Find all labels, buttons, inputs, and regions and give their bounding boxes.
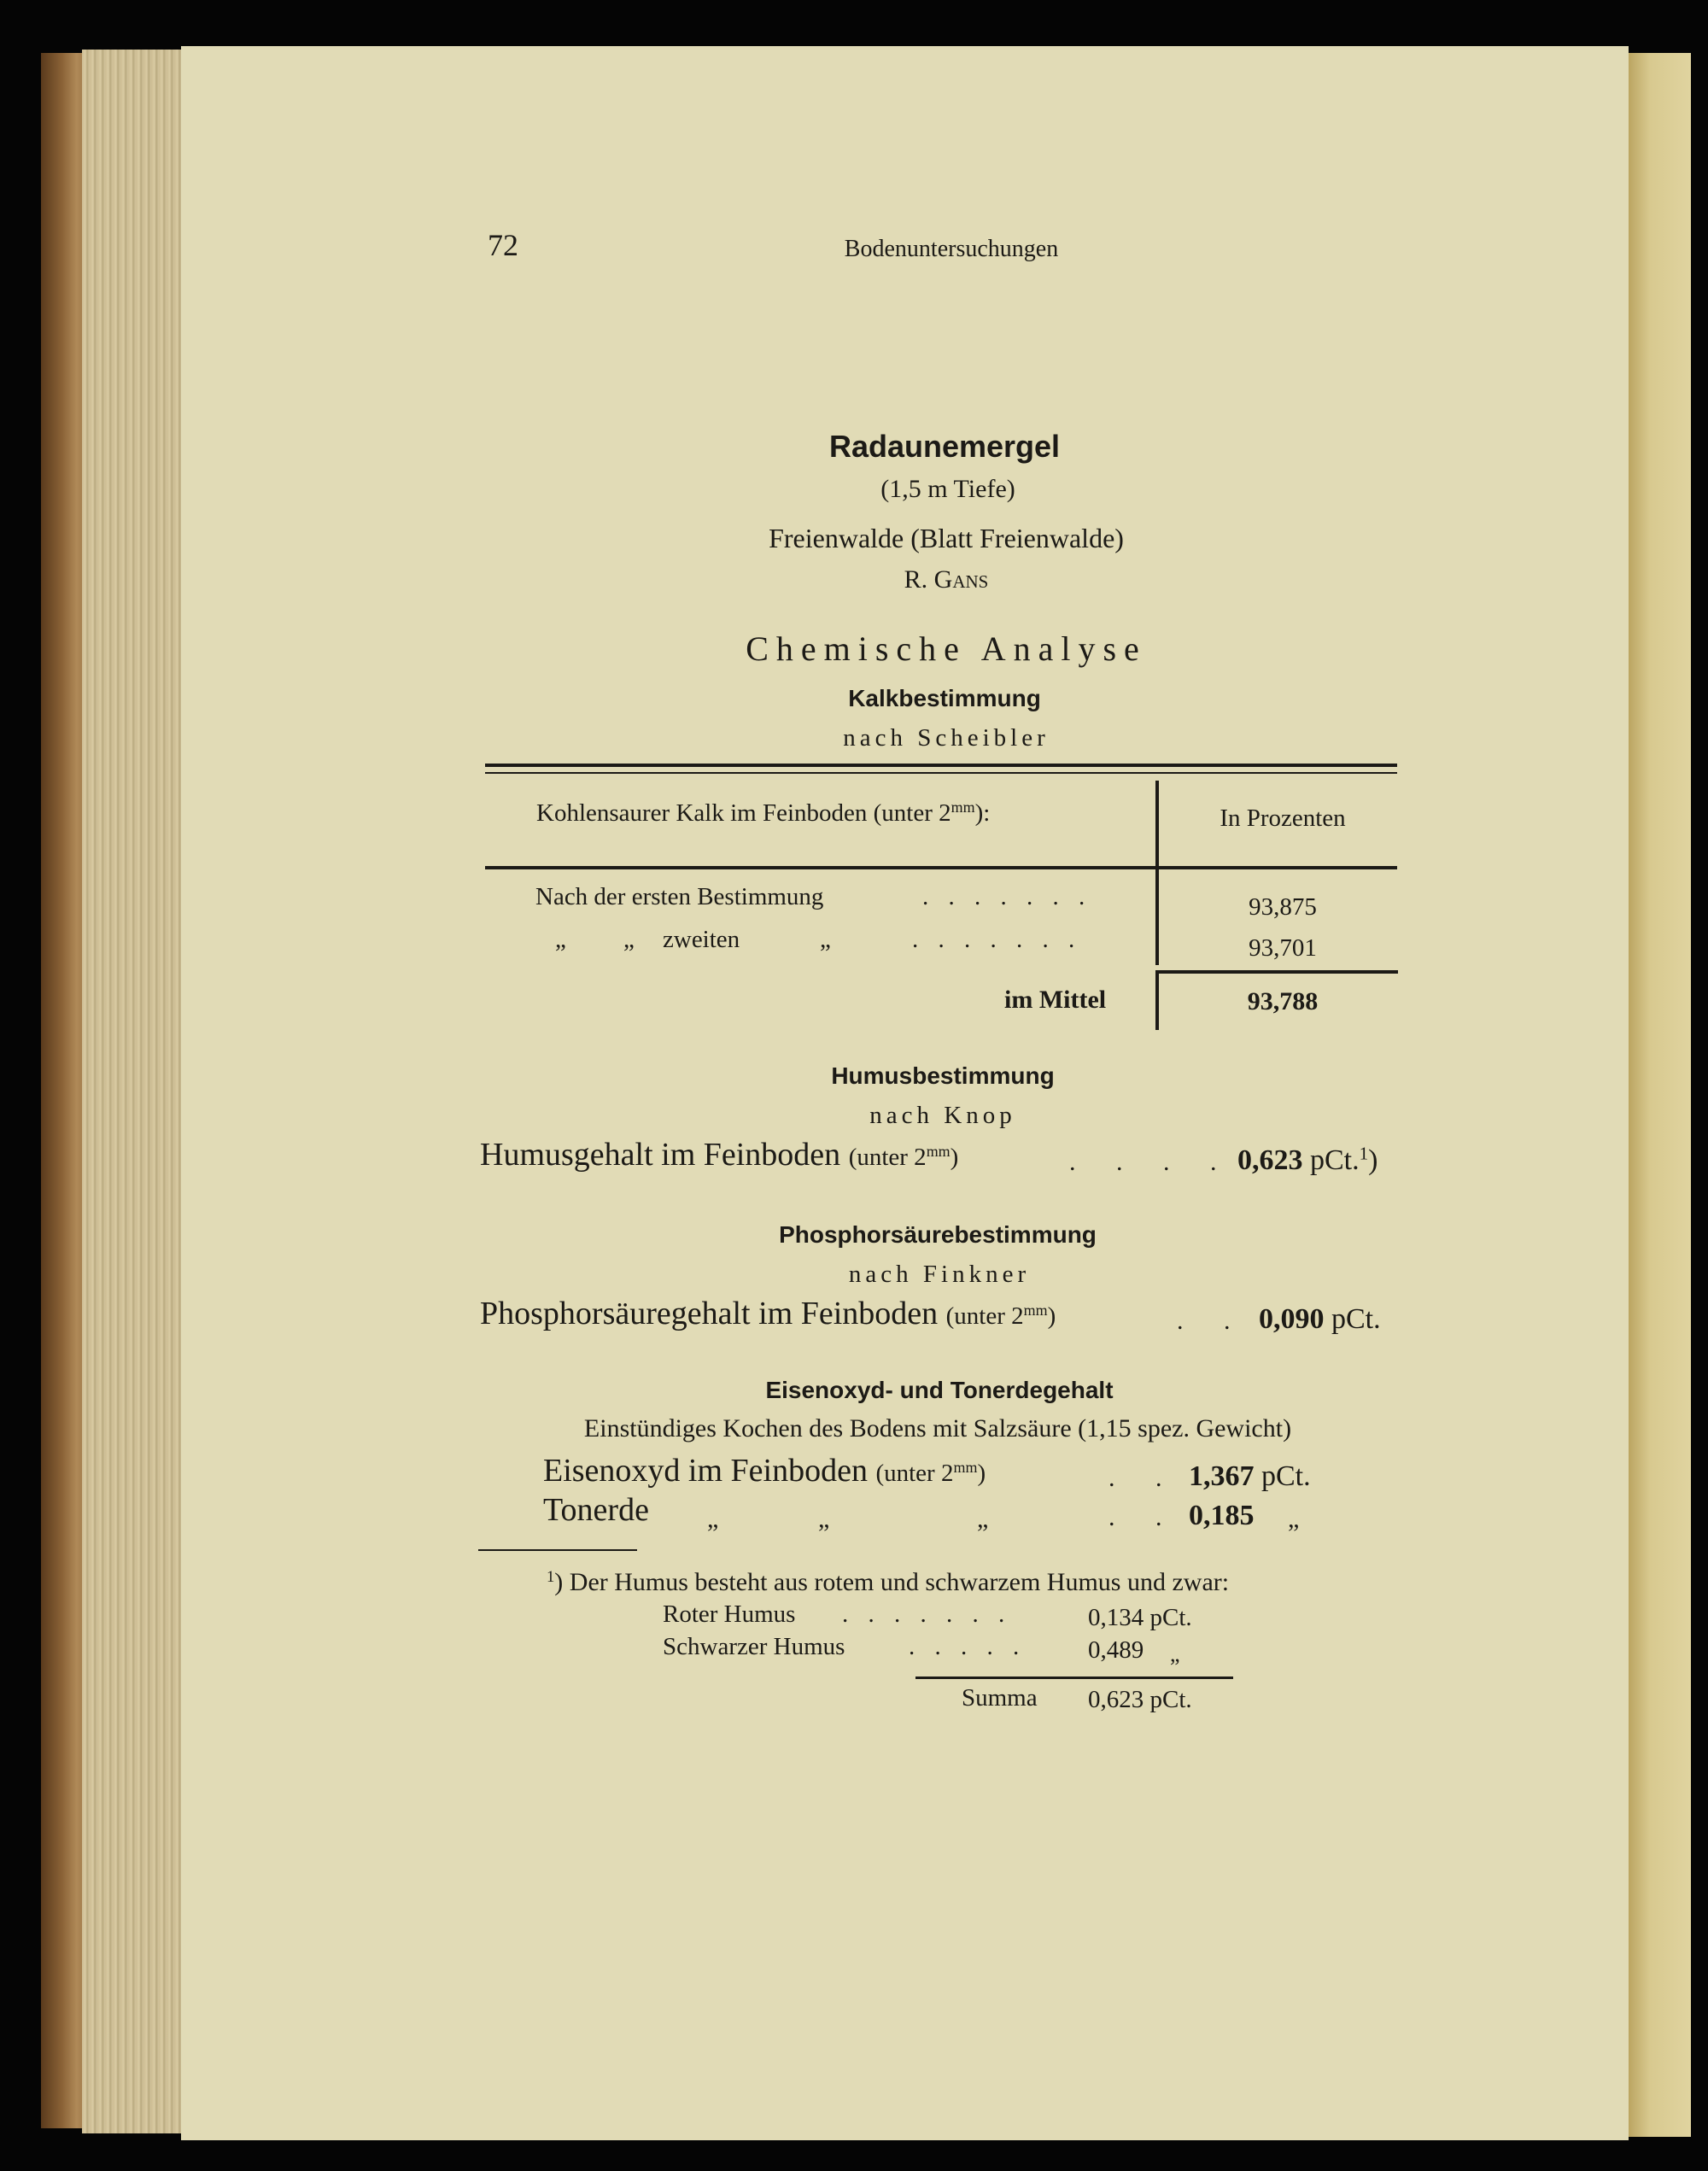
eisen-method: Einstündiges Kochen des Bodens mit Salzsäure (1,15 spez. Gewicht)	[583, 1414, 1292, 1442]
page-edges	[82, 50, 193, 2133]
tonerde-ditto-3: „	[977, 1505, 989, 1533]
eisen-value-group	[1189, 1460, 1311, 1493]
phosphor-dots: . .	[1177, 1307, 1248, 1335]
eisen-unter-unit: mm	[953, 1459, 978, 1477]
tonerde-ditto-2: „	[818, 1505, 830, 1533]
phosphor-line	[480, 1295, 1056, 1332]
eisen-unter	[875, 1460, 986, 1487]
humus-unter	[849, 1144, 959, 1171]
facing-page-edge	[1623, 53, 1691, 2137]
analysis-heading: Chemische Analyse	[746, 629, 1147, 668]
tonerde-dots: . .	[1108, 1503, 1179, 1531]
kalk-row-1-label: Nach der ersten Bestimmung	[535, 883, 824, 910]
eisen-value: 1,367	[1189, 1460, 1255, 1492]
kalk-row-2-ditto-2: „	[623, 926, 635, 953]
footnote-row-1-value: 0,134 pCt.	[1088, 1604, 1192, 1631]
humus-footnote-mark: 1	[1359, 1143, 1369, 1164]
kalk-method: nach Scheibler	[843, 724, 1050, 752]
table-top-rule-thin	[485, 772, 1397, 774]
book-page	[181, 46, 1629, 2140]
phosphor-unter-unit: mm	[1023, 1302, 1048, 1320]
kalk-row-2-dots: . . . . . . .	[912, 926, 1082, 953]
mean-column-divider	[1155, 970, 1159, 1030]
footnote-row-2-value: 0,489	[1088, 1636, 1144, 1664]
section-title: Radaunemergel	[828, 429, 1061, 464]
kalk-column-header	[536, 799, 990, 828]
eisen-row-1	[543, 1452, 986, 1489]
page-number: 72	[488, 228, 518, 262]
eisen-dots: . .	[1108, 1464, 1179, 1492]
kalk-row-1-dots: . . . . . . .	[922, 883, 1092, 910]
footnote-mark: 1	[547, 1567, 555, 1586]
kalk-row-1-value: 93,875	[1249, 893, 1317, 921]
tonerde-label: Tonerde	[543, 1492, 649, 1528]
location: Freienwalde (Blatt Freienwalde)	[769, 523, 1124, 553]
humus-line	[480, 1136, 958, 1173]
eisen-label: Eisenoxyd im Feinboden	[543, 1453, 868, 1489]
phosphor-unter-text: (unter 2	[945, 1302, 1024, 1330]
kalk-row-2-value: 93,701	[1249, 934, 1317, 962]
kalk-column-header-value: In Prozenten	[1220, 805, 1346, 832]
humus-label: Humusgehalt im Feinboden	[480, 1137, 841, 1173]
phosphor-unter	[946, 1302, 1056, 1330]
footnote-row-1-label: Roter Humus	[663, 1600, 796, 1628]
humus-dots: . . . .	[1069, 1148, 1234, 1176]
humus-unit: pCt.	[1310, 1144, 1360, 1176]
kalk-mean-label: im Mittel	[1004, 986, 1107, 1014]
phosphor-heading: Phosphorsäurebestimmung	[779, 1221, 1097, 1248]
phosphor-value: 0,090	[1259, 1303, 1325, 1335]
tonerde-ditto-4: „	[1288, 1505, 1300, 1533]
eisen-unit: pCt.	[1261, 1460, 1311, 1492]
kalk-row-2-ditto-3: „	[820, 926, 831, 953]
footnote-row-2-ditto: „	[1170, 1641, 1180, 1666]
eisen-unter-close: )	[977, 1460, 986, 1487]
phosphor-value-group	[1259, 1303, 1381, 1336]
kalk-row-2-ditto-1: „	[555, 926, 566, 953]
humus-unter-text: (unter 2	[848, 1144, 927, 1171]
humus-unter-close: )	[950, 1144, 959, 1171]
footnote-rule	[478, 1549, 637, 1551]
footnote-text: Der Humus besteht aus rotem und schwarzem Humus und zwar:	[569, 1568, 1230, 1596]
humus-value: 0,623	[1237, 1144, 1303, 1176]
eisen-unter-text: (unter 2	[875, 1460, 954, 1487]
phosphor-label: Phosphorsäuregehalt im Feinboden	[480, 1296, 939, 1331]
kalk-header-unit: mm	[951, 799, 975, 816]
kalk-heading: Kalkbestimmung	[848, 685, 1041, 711]
kalk-mean-value: 93,788	[1247, 987, 1319, 1015]
table-header-rule	[485, 866, 1397, 869]
author: R. Gans	[904, 565, 989, 594]
kalk-header-text: Kohlensaurer Kalk im Feinboden (unter 2	[536, 799, 951, 827]
footnote-sum-value: 0,623 pCt.	[1088, 1686, 1192, 1713]
eisen-heading: Eisenoxyd- und Tonerdegehalt	[765, 1377, 1114, 1403]
phosphor-unit: pCt.	[1331, 1303, 1381, 1335]
humus-unter-unit: mm	[926, 1143, 951, 1161]
sum-rule	[915, 1677, 1233, 1679]
footnote-row-2-dots: . . . . .	[909, 1633, 1027, 1660]
footnote-row-2-label: Schwarzer Humus	[663, 1633, 845, 1660]
humus-value-group	[1237, 1144, 1378, 1177]
tonerde-ditto-1: „	[707, 1505, 719, 1533]
footnote-mark-close: )	[554, 1568, 564, 1596]
footnote-line	[547, 1568, 1229, 1597]
depth-note: (1,5 m Tiefe)	[880, 475, 1015, 503]
table-top-rule	[485, 764, 1397, 767]
table-column-divider-header	[1155, 781, 1159, 866]
phosphor-unter-close: )	[1047, 1302, 1056, 1330]
humus-footnote-close: )	[1368, 1144, 1378, 1176]
table-column-divider-body	[1155, 869, 1159, 965]
running-head: Bodenuntersuchungen	[844, 236, 1059, 262]
phosphor-method: nach Finkner	[848, 1261, 1031, 1288]
kalk-header-close: ):	[974, 799, 991, 827]
footnote-row-1-dots: . . . . . . .	[842, 1600, 1012, 1628]
kalk-row-2-label: zweiten	[663, 926, 740, 953]
footnote-sum-label: Summa	[962, 1684, 1038, 1712]
humus-heading: Humusbestimmung	[831, 1062, 1055, 1089]
mean-rule	[1157, 970, 1398, 974]
tonerde-value: 0,185	[1189, 1500, 1255, 1531]
humus-method: nach Knop	[869, 1102, 1016, 1129]
